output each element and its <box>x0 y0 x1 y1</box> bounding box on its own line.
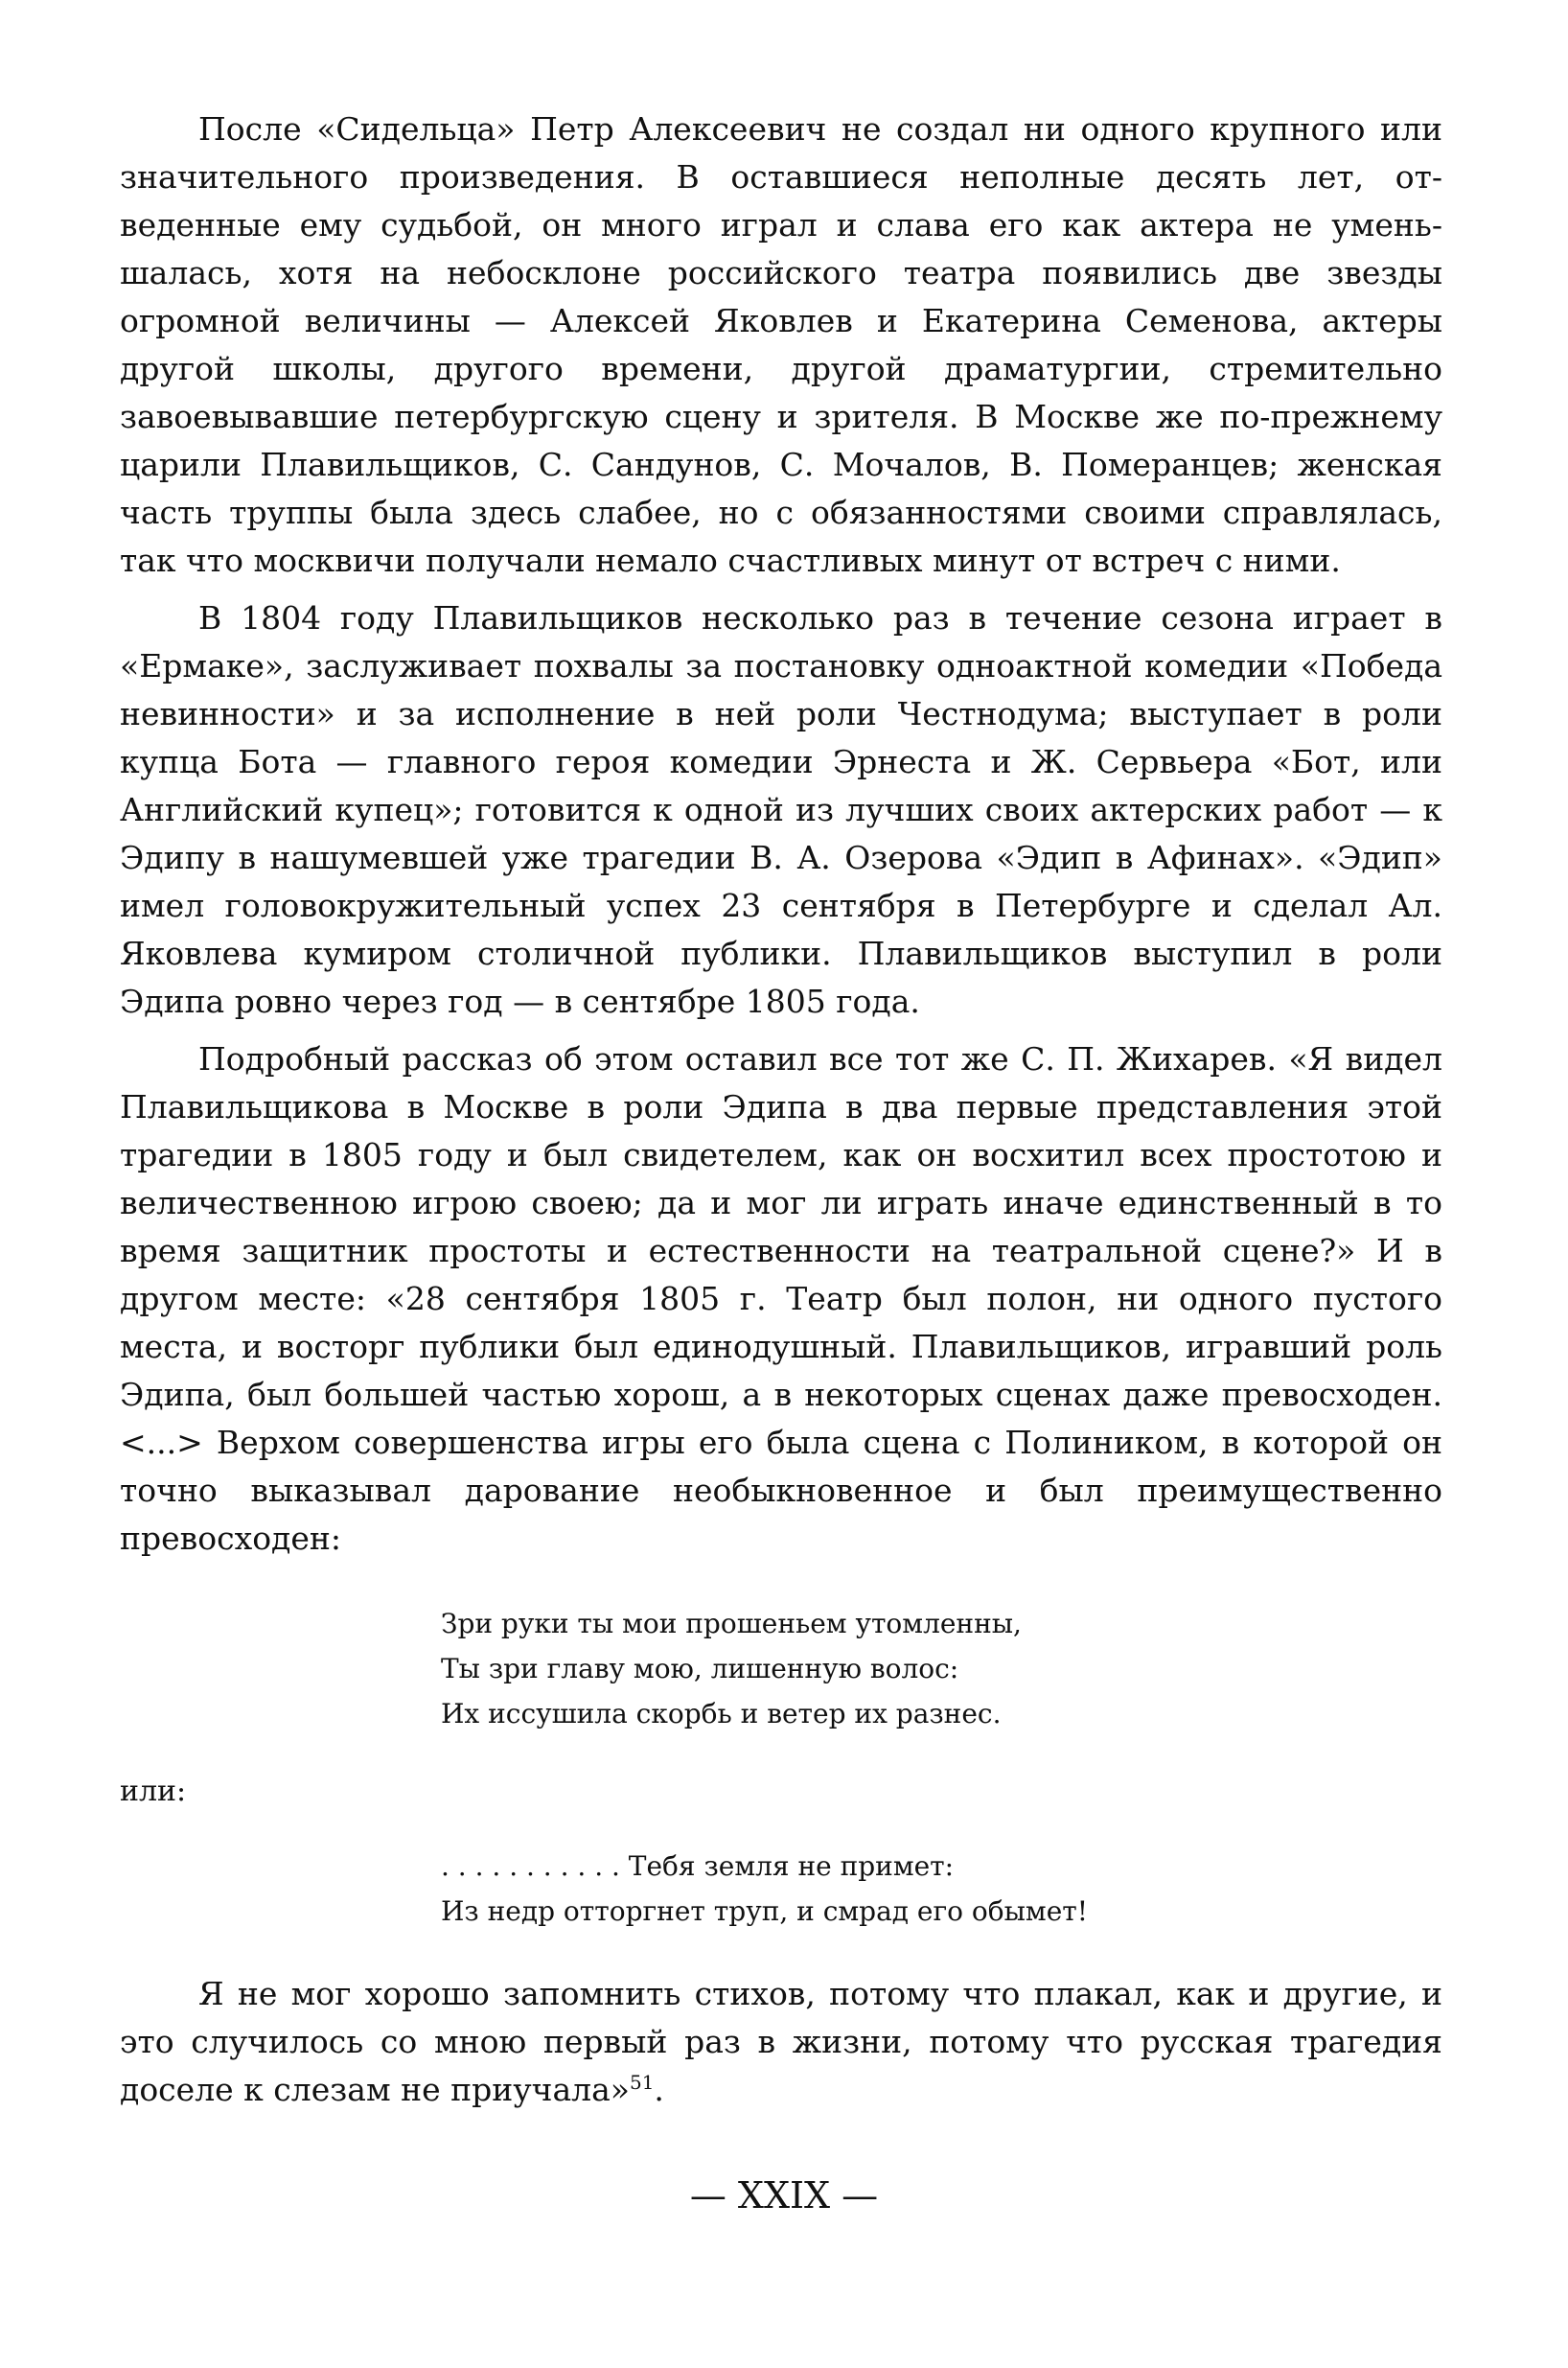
verse-line: Ты зри главу мою, лишенную волос: <box>441 1653 959 1684</box>
verse-quote-2 <box>441 1844 1442 1934</box>
verse-line: . . . . . . . . . . . Тебя земля не примет: <box>441 1850 955 1882</box>
verse-line: Их иссушила скорбь и ветер их разнес. <box>441 1698 1002 1730</box>
paragraph-final-period: . <box>654 2071 664 2108</box>
verse-connector: или: <box>120 1775 187 1808</box>
footnote-reference: 51 <box>629 2071 655 2094</box>
paragraph-final-text: Я не мог хорошо запомнить стихов, потому что плакал, как и другие, и это случилось со мною первый раз в жизни, потому что русская трагедия доселе к слезам не приучала» <box>120 1975 1442 2108</box>
paragraph-final <box>120 1970 1442 2114</box>
paragraph-1: После «Сидельца» Петр Алексеевич не создал ни одного крупного или значительного произведения. В оставшиеся неполные десять лет, отведенные ему судьбой, он много играл и слава его как актера не уменьшалась, хотя на небосклоне российского театра появились две звезды огромной величины — Алексей Яковлев и Екатерина Семенова, актеры другой школы, другого времени, другой драматургии, стремительно завоевывавшие петербургскую сцену и зрителя. В Москве же по-прежнему царили Плавильщиков, С. Сандунов, С. Мочалов, В. Померанцев; женская часть труппы была здесь слабее, но с обязанностями своими справлялась, так что москвичи получали немало счастливых минут от встреч с ними. <box>120 110 1442 579</box>
page-number: — XXIX — <box>689 2174 879 2217</box>
page-body <box>120 105 1442 2124</box>
paragraph-3: Подробный рассказ об этом оставил все тот же С. П. Жихарев. «Я видел Плавильщикова в Москве в роли Эдипа в два первые представления этой трагедии в 1805 году и был свидетелем, как он восхитил всех простотою и величественною игрою своею; да и мог ли играть иначе единственный в то время защитник простоты и естественности на театральной сцене?» И в другом месте: «28 сентября 1805 г. Театр был полон, ни одного пустого места, и восторг публики был единодушный. Плавильщиков, игравший роль Эдипа, был большей частью хорош, а в некоторых сценах даже превосходен. <...> Верхом совершенства игры его была сцена с Полиником, в которой он точно выказывал дарование необыкновенное и был преимущественно превосходен: <box>120 1040 1442 1557</box>
paragraph-2: В 1804 году Плавильщиков несколько раз в течение сезона играет в «Ермаке», заслуживает похвалы за постановку одноактной комедии «Победа невинности» и за исполнение в ней роли Честнодума; выступает в роли купца Бота — главного героя комедии Эрнеста и Ж. Сервьера «Бот, или Английский купец»; готовится к одной из лучших своих актерских работ — к Эдипу в нашумевшей уже трагедии В. А. Озерова «Эдип в Афинах». «Эдип» имел головокружительный успех 23 сентября в Петербурге и сделал Ал. Яковлева кумиром столичной публики. Плавильщиков выступил в роли Эдипа ровно через год — в сентябре 1805 года. <box>120 599 1442 1020</box>
verse-line: Из недр отторгнет труп, и смрад его обымет! <box>441 1895 1089 1927</box>
verse-quote-1 <box>441 1601 1442 1736</box>
verse-line: Зри руки ты мои прошеньем утомленны, <box>441 1608 1022 1639</box>
